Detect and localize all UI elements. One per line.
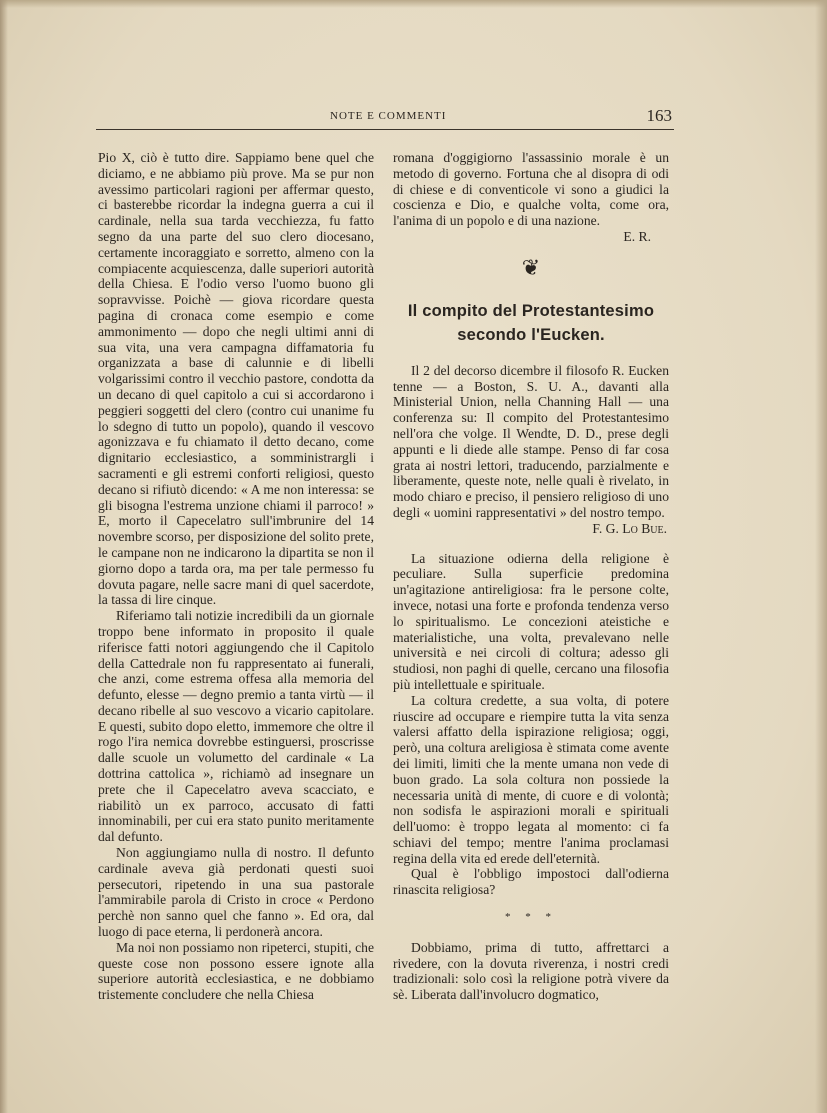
section-separator: * * * (505, 911, 557, 924)
article-title (393, 299, 669, 347)
paragraph: Ma noi non possiamo non ripeterci, stupiti, che queste cose non possono essere ignote alla superiore autorità ecclesiastica, e ne dobbiamo tristemente concludere che nella Chiesa (98, 939, 374, 1003)
paragraph: La coltura credette, a sua volta, di potere riuscire ad occupare e riempire tutta la vita senza valersi affatto della ispirazione religiosa; oggi, però, una coltura areligiosa è stimata come avente dei limiti, limiti che la mente umana non vede di buon grado. La sola coltura non possiede la necessaria unità di mente, di cuore e di volontà; non sodisfa le aspirazioni morali e spirituali dell'uomo: è troppo legata al momento: ci fa schiavi del tempo; mentre l'anima proclamasi regina della vita ed erede dell'eternità. (393, 692, 669, 866)
page-right-edge (815, 0, 827, 1113)
paragraph: La situazione odierna della religione è peculiare. Sulla superficie predomina un'agitazione antireligiosa: fra le persone colte, invece, notasi una forte e profonda tendenza verso lo spiritualismo. Le concezioni ateistiche e materialistiche, una volta, prevalevano nelle università e nei circoli di coltura; adesso gli studiosi, non paghi di quelle, cercano una filosofia più intellettuale e spirituale. (393, 550, 669, 692)
running-title: NOTE E COMMENTI (330, 110, 447, 122)
left-column (98, 150, 374, 1003)
article-title-line: secondo l'Eucken. (457, 325, 605, 344)
leaf-ornament-icon: ❦ (521, 254, 541, 280)
header-rule (96, 129, 674, 130)
article-title-line: Il compito del Protestantesimo (407, 301, 655, 320)
paragraph: Qual è l'obbligo impostoci dall'odierna rinascita religiosa? (393, 866, 669, 898)
page-top-edge (0, 0, 827, 8)
paragraph: Pio X, ciò è tutto dire. Sappiamo bene quel che diciamo, e ne abbiamo più prove. Ma se pur non avessimo particolari ragioni per affermar questo, ci basterebbe ricordar la indegna guerra a cui il cardinale, nella sua tarda vecchiezza, fu fatto segno da una parte del suo clero diocesano, certamente incoraggiato e sorretto, almeno con la compiacente acquiescenza, dalle superiori autorità della Chiesa. E l'odio verso l'uomo buono gli sopravvisse. Poichè — giova ricordare questa pagina di cronaca come esempio e come ammonimento — dopo che negli ultimi anni di sua vita, una vera campagna diffamatoria fu organizzata a base di calunnie e di libelli volgarissimi contro il vecchio pastore, condotta da un decano di quel capitolo a cui si accordarono i peggieri soggetti del clero (contro cui unanime fu lo sdegno di tutto un popolo), quando il vescovo agonizzava e fu chiamato il detto decano, come dignitario ecclesiastico, a somministrargli i sacramenti e gli estremi conforti religiosi, questo decano si rifiutò dicendo: « A me non interessa: se gli bisogna l'estrema unzione chiami il parroco! » E, morto il Capecelatro sull'imbrunire del 14 novembre scorso, per disposizione del solito prete, le campane non ne indicarono la dipartita se non il giorno dopo a tarda ora, ma per tale permesso fu dovuta pagare, nelle sacre mani di quel sacerdote, la tassa di lire cinque. (98, 150, 374, 608)
running-head (96, 106, 676, 130)
author-signature: E. R. (623, 228, 651, 244)
paragraph: romana d'oggigiorno l'assassinio morale è un metodo di governo. Fortuna che al disopra di odi di chiese e di conventicole vi sono a giudici la coscienza e Dio, e qualche volta, come ora, l'anima di un popolo e di una nazione. (393, 150, 669, 229)
page-number: 163 (646, 106, 672, 125)
paragraph: Non aggiungiamo nulla di nostro. Il defunto cardinale aveva già perdonati questi suoi persecutori, ripetendo in una sua pastorale l'ammirabile parola di Cristo in croce « Perdono perchè non sanno quel che fanno ». Ed ora, dal luogo di pace eterna, li perdonerà ancora. (98, 845, 374, 940)
page-left-edge (0, 0, 8, 1113)
paragraph: Dobbiamo, prima di tutto, affrettarci a rivedere, con la dovuta riverenza, i nostri credi tradizionali: solo così la religione potrà vivere da sè. Liberata dall'involucro dogmatico, (393, 939, 669, 1003)
intro-paragraph: Il 2 del decorso dicembre il filosofo R. Eucken tenne — a Boston, S. U. A., davanti alla Ministerial Union, nella Channing Hall — una conferenza su: Il compito del Protestantesimo nell'ora che volge. Il Wendte, D. D., prese degli appunti e li diede alle stampe. Penso di far cosa grata ai nostri lettori, traducendo, parzialmente e liberamente, queste note, nelle quali è rivelato, in modo chiaro e preciso, il pensiero religioso di uno degli « uomini rappresentativi » del nostro tempo. (393, 362, 669, 520)
paragraph: Riferiamo tali notizie incredibili da un giornale troppo bene informato in proposito il quale riferisce fatti notori aggiungendo che il Capitolo della Cattedrale non fu rappresentato ai funerali, che anzi, come estrema offesa alla memoria del defunto, elesse — degno premio a tanta virtù — il decano ribelle al suo vescovo a vicario capitolare. E questi, subito dopo eletto, immemore che oltre il rogo l'ira nemica dovrebbe estinguersi, proscrisse dalle scuole un volumetto del cardinale « La dottrina cattolica », richiamò ad insegnare un prete che il Capecelatro aveva scacciato, e riabilitò un ex parroco, accusato di fatti innominabili, per cui era stato punito meritamente dal defunto. (98, 608, 374, 845)
spacer (393, 537, 669, 551)
right-column (393, 150, 669, 1003)
translator-signature: F. G. Lo Bue. (592, 520, 667, 536)
